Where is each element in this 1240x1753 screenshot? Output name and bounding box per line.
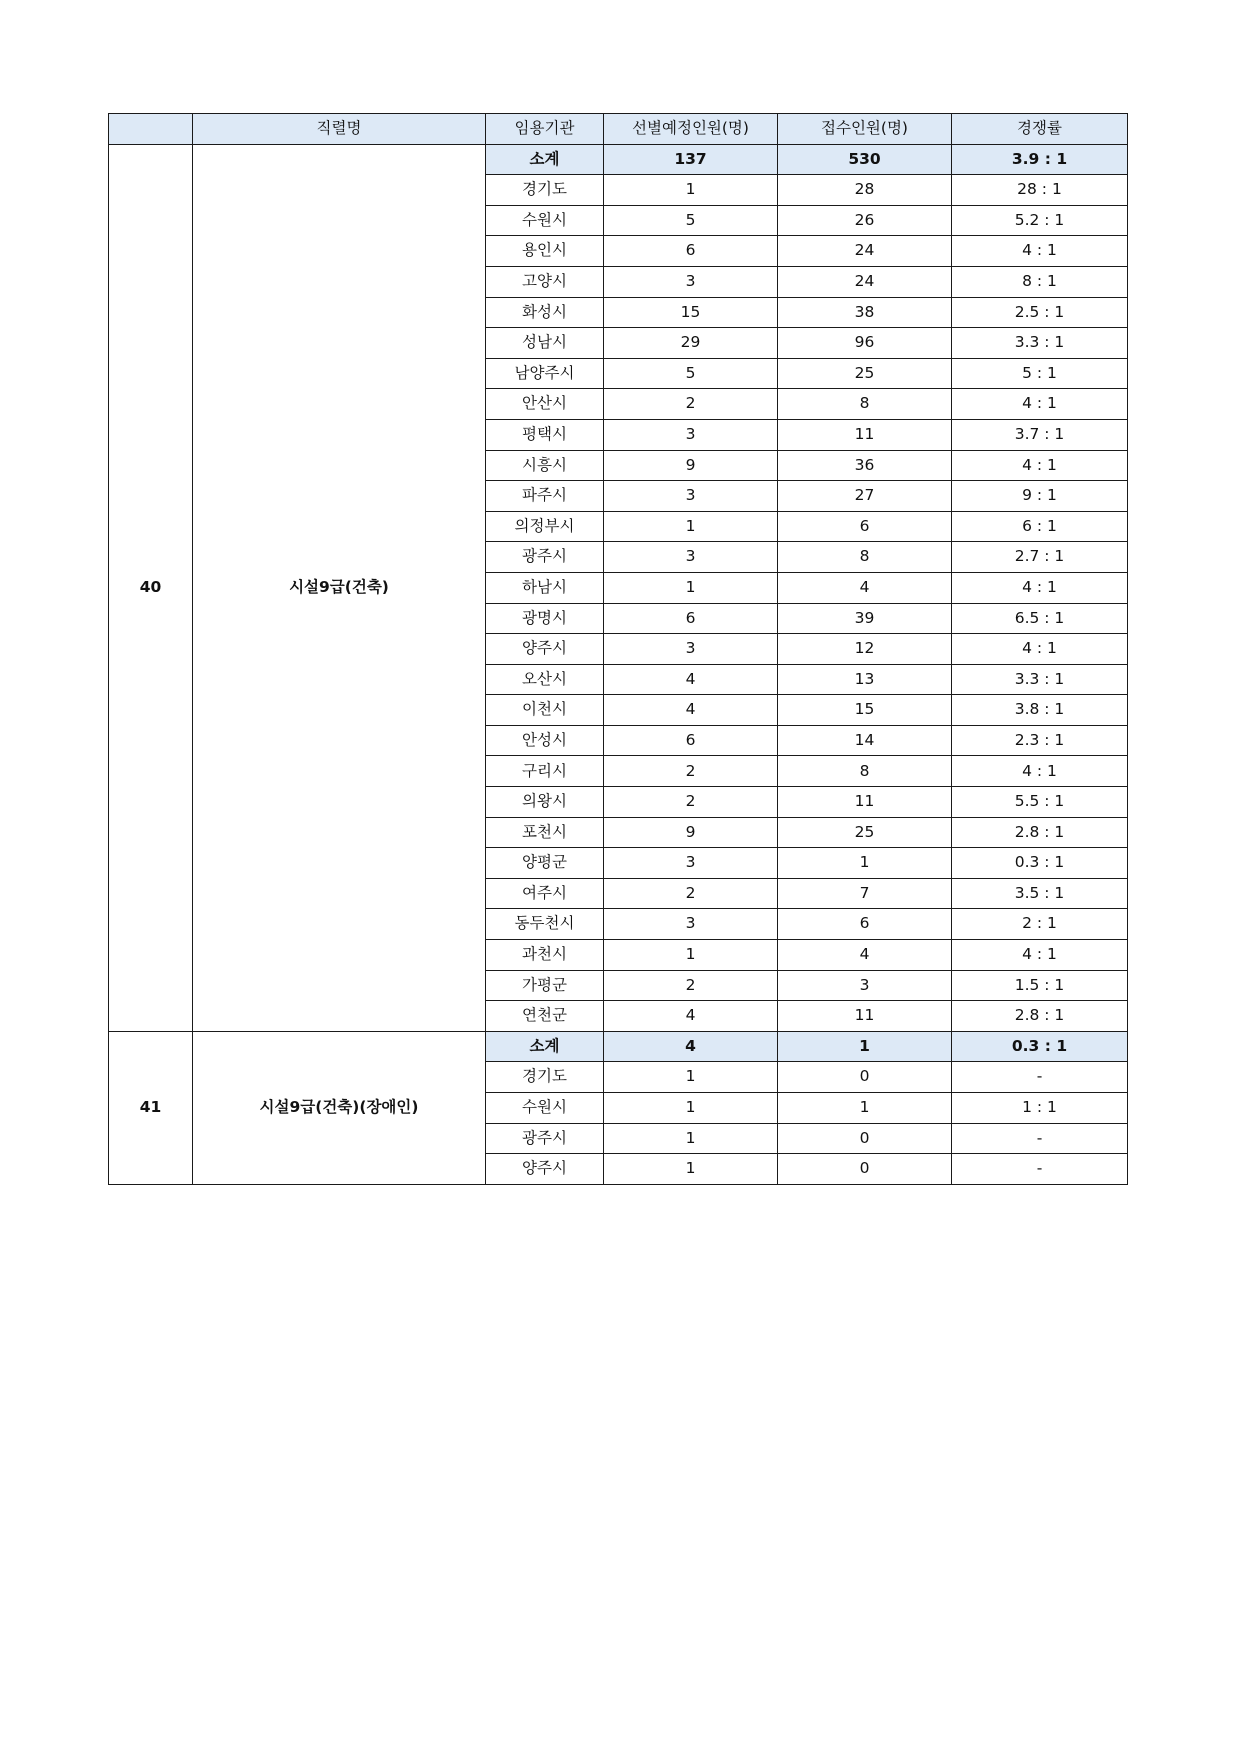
ratio-cell: 2 : 1 (952, 909, 1128, 940)
planned-cell: 1 (604, 940, 778, 971)
agency-cell: 고양시 (486, 266, 604, 297)
planned-cell: 3 (604, 848, 778, 879)
series-number: 41 (109, 1031, 193, 1184)
planned-cell: 4 (604, 664, 778, 695)
planned-cell: 2 (604, 878, 778, 909)
applied-cell: 3 (778, 970, 952, 1001)
applied-cell: 7 (778, 878, 952, 909)
subtotal-ratio: 3.9 : 1 (952, 144, 1128, 175)
agency-cell: 오산시 (486, 664, 604, 695)
applied-cell: 0 (778, 1154, 952, 1185)
planned-cell: 1 (604, 1154, 778, 1185)
applied-cell: 12 (778, 634, 952, 665)
planned-cell: 3 (604, 909, 778, 940)
subtotal-row (109, 1031, 1128, 1062)
applied-cell: 1 (778, 848, 952, 879)
planned-cell: 5 (604, 358, 778, 389)
planned-cell: 15 (604, 297, 778, 328)
applied-cell: 6 (778, 909, 952, 940)
planned-cell: 6 (604, 603, 778, 634)
ratio-cell: 9 : 1 (952, 481, 1128, 512)
planned-cell: 1 (604, 511, 778, 542)
planned-cell: 29 (604, 328, 778, 359)
agency-cell: 성남시 (486, 328, 604, 359)
applied-cell: 24 (778, 266, 952, 297)
agency-cell: 수원시 (486, 205, 604, 236)
ratio-cell: 1.5 : 1 (952, 970, 1128, 1001)
agency-cell: 포천시 (486, 817, 604, 848)
ratio-cell: 3.3 : 1 (952, 328, 1128, 359)
applied-cell: 25 (778, 817, 952, 848)
planned-cell: 2 (604, 787, 778, 818)
agency-cell: 수원시 (486, 1093, 604, 1124)
applied-cell: 36 (778, 450, 952, 481)
applied-cell: 8 (778, 389, 952, 420)
applied-cell: 8 (778, 542, 952, 573)
agency-cell: 동두천시 (486, 909, 604, 940)
applied-cell: 25 (778, 358, 952, 389)
applied-cell: 24 (778, 236, 952, 267)
ratio-cell: 5.2 : 1 (952, 205, 1128, 236)
applied-cell: 13 (778, 664, 952, 695)
ratio-cell: - (952, 1062, 1128, 1093)
agency-cell: 양주시 (486, 1154, 604, 1185)
ratio-cell: 4 : 1 (952, 450, 1128, 481)
agency-cell: 광명시 (486, 603, 604, 634)
ratio-cell: 5 : 1 (952, 358, 1128, 389)
agency-cell: 안성시 (486, 725, 604, 756)
applied-cell: 38 (778, 297, 952, 328)
table-body (109, 144, 1128, 1184)
planned-cell: 6 (604, 236, 778, 267)
ratio-cell: 4 : 1 (952, 236, 1128, 267)
ratio-cell: 2.8 : 1 (952, 817, 1128, 848)
header-ratio: 경쟁률 (952, 114, 1128, 145)
applied-cell: 28 (778, 175, 952, 206)
subtotal-label: 소계 (486, 1031, 604, 1062)
applied-cell: 11 (778, 419, 952, 450)
ratio-cell: 2.7 : 1 (952, 542, 1128, 573)
planned-cell: 3 (604, 266, 778, 297)
ratio-cell: 6 : 1 (952, 511, 1128, 542)
series-name: 시설9급(건축)(장애인) (193, 1031, 486, 1184)
ratio-cell: 4 : 1 (952, 389, 1128, 420)
agency-cell: 광주시 (486, 542, 604, 573)
agency-cell: 용인시 (486, 236, 604, 267)
ratio-cell: 1 : 1 (952, 1093, 1128, 1124)
planned-cell: 3 (604, 542, 778, 573)
agency-cell: 경기도 (486, 1062, 604, 1093)
applied-cell: 0 (778, 1062, 952, 1093)
planned-cell: 1 (604, 572, 778, 603)
agency-cell: 광주시 (486, 1123, 604, 1154)
applied-cell: 15 (778, 695, 952, 726)
subtotal-applied: 530 (778, 144, 952, 175)
ratio-cell: 0.3 : 1 (952, 848, 1128, 879)
planned-cell: 1 (604, 1123, 778, 1154)
applied-cell: 11 (778, 787, 952, 818)
header-number (109, 114, 193, 145)
agency-cell: 양주시 (486, 634, 604, 665)
agency-cell: 파주시 (486, 481, 604, 512)
ratio-cell: 3.7 : 1 (952, 419, 1128, 450)
planned-cell: 4 (604, 1001, 778, 1032)
planned-cell: 3 (604, 634, 778, 665)
ratio-cell: 3.3 : 1 (952, 664, 1128, 695)
agency-cell: 여주시 (486, 878, 604, 909)
applied-cell: 14 (778, 725, 952, 756)
ratio-cell: 3.5 : 1 (952, 878, 1128, 909)
subtotal-applied: 1 (778, 1031, 952, 1062)
applied-cell: 26 (778, 205, 952, 236)
ratio-cell: 2.5 : 1 (952, 297, 1128, 328)
agency-cell: 남양주시 (486, 358, 604, 389)
ratio-cell: 6.5 : 1 (952, 603, 1128, 634)
agency-cell: 이천시 (486, 695, 604, 726)
agency-cell: 의정부시 (486, 511, 604, 542)
applied-cell: 4 (778, 572, 952, 603)
header-planned: 선별예정인원(명) (604, 114, 778, 145)
applied-cell: 0 (778, 1123, 952, 1154)
header-series-name: 직렬명 (193, 114, 486, 145)
agency-cell: 구리시 (486, 756, 604, 787)
agency-cell: 의왕시 (486, 787, 604, 818)
applied-cell: 39 (778, 603, 952, 634)
planned-cell: 9 (604, 450, 778, 481)
series-name: 시설9급(건축) (193, 144, 486, 1031)
applied-cell: 96 (778, 328, 952, 359)
header-applied: 접수인원(명) (778, 114, 952, 145)
competition-table (108, 113, 1128, 1185)
agency-cell: 양평군 (486, 848, 604, 879)
agency-cell: 화성시 (486, 297, 604, 328)
planned-cell: 6 (604, 725, 778, 756)
agency-cell: 과천시 (486, 940, 604, 971)
subtotal-label: 소계 (486, 144, 604, 175)
agency-cell: 하남시 (486, 572, 604, 603)
agency-cell: 안산시 (486, 389, 604, 420)
series-number: 40 (109, 144, 193, 1031)
applied-cell: 1 (778, 1093, 952, 1124)
subtotal-planned: 137 (604, 144, 778, 175)
agency-cell: 경기도 (486, 175, 604, 206)
applied-cell: 27 (778, 481, 952, 512)
ratio-cell: 2.3 : 1 (952, 725, 1128, 756)
ratio-cell: 8 : 1 (952, 266, 1128, 297)
ratio-cell: 4 : 1 (952, 756, 1128, 787)
agency-cell: 가평군 (486, 970, 604, 1001)
agency-cell: 연천군 (486, 1001, 604, 1032)
planned-cell: 1 (604, 175, 778, 206)
applied-cell: 4 (778, 940, 952, 971)
subtotal-row (109, 144, 1128, 175)
planned-cell: 2 (604, 970, 778, 1001)
planned-cell: 9 (604, 817, 778, 848)
planned-cell: 1 (604, 1093, 778, 1124)
ratio-cell: 4 : 1 (952, 634, 1128, 665)
ratio-cell: 3.8 : 1 (952, 695, 1128, 726)
ratio-cell: 4 : 1 (952, 572, 1128, 603)
planned-cell: 2 (604, 389, 778, 420)
planned-cell: 4 (604, 695, 778, 726)
ratio-cell: - (952, 1123, 1128, 1154)
ratio-cell: 5.5 : 1 (952, 787, 1128, 818)
ratio-cell: 2.8 : 1 (952, 1001, 1128, 1032)
subtotal-ratio: 0.3 : 1 (952, 1031, 1128, 1062)
agency-cell: 시흥시 (486, 450, 604, 481)
applied-cell: 11 (778, 1001, 952, 1032)
planned-cell: 5 (604, 205, 778, 236)
planned-cell: 2 (604, 756, 778, 787)
applied-cell: 8 (778, 756, 952, 787)
ratio-cell: 4 : 1 (952, 940, 1128, 971)
planned-cell: 3 (604, 419, 778, 450)
subtotal-planned: 4 (604, 1031, 778, 1062)
planned-cell: 1 (604, 1062, 778, 1093)
planned-cell: 3 (604, 481, 778, 512)
applied-cell: 6 (778, 511, 952, 542)
header-row (109, 114, 1128, 145)
ratio-cell: - (952, 1154, 1128, 1185)
header-agency: 임용기관 (486, 114, 604, 145)
ratio-cell: 28 : 1 (952, 175, 1128, 206)
agency-cell: 평택시 (486, 419, 604, 450)
